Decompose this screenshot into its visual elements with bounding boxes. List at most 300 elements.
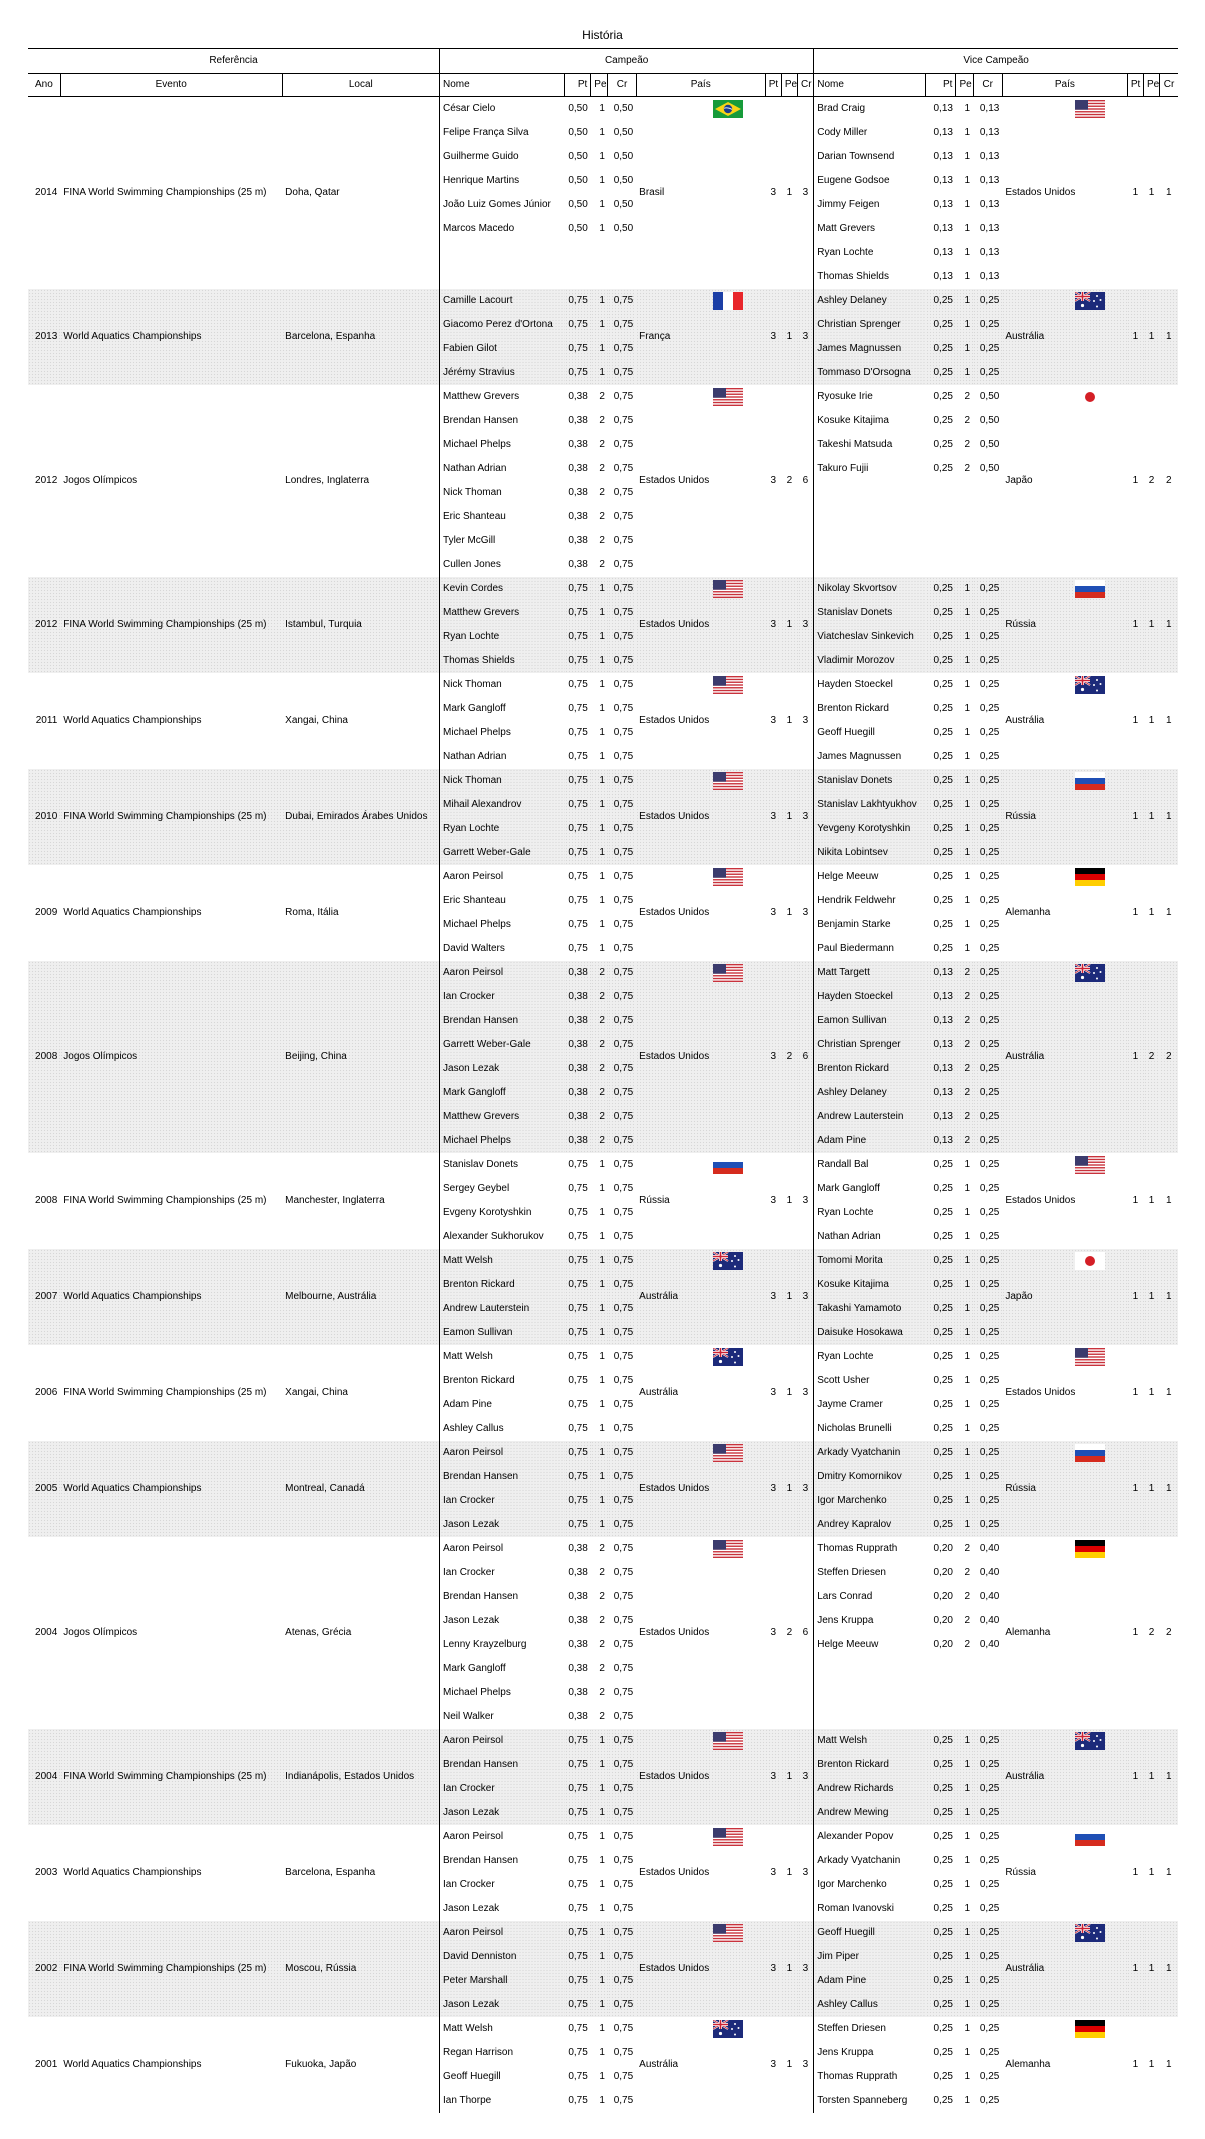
vice-member-name: Stanislav Lakhtyukhov [814,793,926,817]
vice-total-pe: 1 [1144,577,1160,673]
event-location: Atenas, Grécia [285,1627,352,1638]
vice-member-cr: 0,25 [979,2095,1000,2106]
vice-total-pe: 1 [1148,187,1155,198]
vice-member-cr: 0,25 [979,1351,1000,1362]
champion-total-pe: 1 [786,907,793,918]
champion-member-cr: 0,75 [613,1543,634,1554]
column-header-champion-total-cr: Cr [798,74,814,97]
champion-member-pe: 1 [599,703,605,714]
australia-flag-icon [713,1348,743,1366]
france-flag-icon [713,292,743,310]
champion-member-pt: 0,75 [568,1423,588,1434]
vice-member-pe: 1 [964,1231,971,1242]
vice-member-pt: 0,25 [926,577,956,601]
champion-member-pe: 1 [591,337,608,361]
champion-member-pt: 0,75 [565,577,591,601]
column-header-vice-pe: Pe [956,74,973,97]
vice-member-cr: 0,25 [973,625,1002,649]
vice-total-pe: 1 [1148,907,1155,918]
vice-member-pe: 1 [964,727,971,738]
champion-member-pt: 0,38 [568,1615,588,1626]
champion-member-cr: 0,75 [608,649,636,673]
vice-member-pt: 0,25 [933,2071,953,2082]
vice-member-pt [926,505,956,529]
vice-total-cr: 2 [1166,1627,1172,1638]
event-name: FINA World Swimming Championships (25 m) [60,1921,282,2017]
vice-member-cr: 0,25 [973,1945,1002,1969]
champion-member-name: Camille Lacourt [440,289,565,313]
event-location: Barcelona, Espanha [282,289,439,385]
champion-member-name: Regan Harrison [440,2041,565,2065]
vice-total-pe: 1 [1148,1867,1155,1878]
champion-member-cr: 0,50 [613,103,634,114]
champion-member-pt: 0,75 [565,1513,591,1537]
champion-member-cr: 0,75 [608,1489,636,1513]
vice-member-name: Cody Miller [814,121,926,145]
champion-member-cr: 0,75 [608,1777,636,1801]
vice-member-name: Jim Piper [814,1945,926,1969]
vice-member-pt: 0,25 [926,1249,956,1273]
vice-member-cr: 0,25 [973,1489,1002,1513]
champion-member-cr: 0,75 [608,793,636,817]
champion-member-pe: 1 [591,1489,608,1513]
champion-member-pe: 1 [591,313,608,337]
vice-member-cr: 0,13 [979,175,1000,186]
champion-member-pe: 1 [591,1753,608,1777]
vice-total-pe: 2 [1144,961,1160,1153]
champion-member-pt: 0,75 [565,1729,591,1753]
table-row [28,1441,1178,1465]
vice-member-pt: 0,25 [926,1777,956,1801]
champion-member-cr: 0,75 [613,871,634,882]
champion-total-cr: 3 [802,187,809,198]
champion-member-pt: 0,75 [568,1183,588,1194]
usa-flag-icon [713,868,743,886]
vice-member-name: Matt Welsh [814,1729,926,1753]
champion-member-pe: 2 [591,1081,608,1105]
champion-total-cr: 3 [802,1195,809,1206]
champion-member-pe: 1 [591,817,608,841]
champion-member-name: Aaron Peirsol [440,1729,565,1753]
champion-member-pt: 0,38 [565,961,591,985]
champion-member-name: Brendan Hansen [440,1753,565,1777]
vice-member-name: Ashley Delaney [814,289,926,313]
vice-member-cr: 0,25 [973,985,1002,1009]
champion-member-pt: 0,75 [565,1489,591,1513]
event-group [28,1441,1178,1537]
table-row [28,1153,1178,1177]
champion-member-cr: 0,75 [608,1801,636,1825]
vice-member-cr [973,529,1002,553]
vice-total-pt: 1 [1132,1867,1139,1878]
vice-country: Austrália [1002,1729,1127,1825]
champion-member-pe: 1 [591,1777,608,1801]
champion-member-pe: 2 [599,535,605,546]
vice-total-cr: 1 [1166,1195,1172,1206]
champion-member-cr: 0,75 [613,2023,634,2034]
vice-member-name [814,505,926,529]
vice-member-pt: 0,13 [933,127,953,138]
vice-member-pe: 1 [964,751,971,762]
champion-member-pt: 0,38 [568,391,588,402]
champion-total-cr: 3 [798,289,814,385]
australia-flag-icon [1075,964,1105,982]
champion-member-pe: 1 [599,1903,605,1914]
table-row [28,1729,1178,1753]
vice-member-name: Steffen Driesen [814,2017,926,2041]
champion-member-cr: 0,75 [613,1351,634,1362]
vice-member-pt: 0,25 [926,625,956,649]
usa-flag-icon [713,1924,743,1942]
champion-member-pt: 0,38 [568,1543,588,1554]
vice-total-cr: 1 [1160,1441,1178,1537]
champion-member-pe: 1 [599,1207,605,1218]
vice-member-pt: 0,13 [926,1129,956,1153]
vice-member-pt [926,553,956,577]
vice-member-cr: 0,25 [973,1033,1002,1057]
event-group [28,865,1178,961]
champion-member-pt: 0,75 [568,871,588,882]
vice-total-cr: 1 [1160,577,1178,673]
russia-flag-icon [713,1156,743,1174]
champion-member-pt: 0,50 [568,151,588,162]
vice-member-cr: 0,13 [979,127,1000,138]
vice-member-cr: 0,25 [973,1321,1002,1345]
vice-member-pt: 0,25 [933,391,953,402]
vice-member-pe: 2 [964,1591,971,1602]
vice-country: Estados Unidos [1005,187,1076,198]
usa-flag-icon [1075,1348,1105,1366]
champion-member-cr [608,241,636,265]
champion-member-name: Henrique Martins [440,169,565,193]
champion-member-cr: 0,75 [613,559,634,570]
vice-member-pe: 1 [956,1969,973,1993]
vice-member-pt: 0,25 [933,1159,953,1170]
vice-member-pe: 1 [964,1183,971,1194]
vice-total-pt: 1 [1127,577,1143,673]
vice-member-name: Steffen Driesen [814,1561,926,1585]
champion-member-name: Jason Lezak [440,1801,565,1825]
vice-member-pt: 0,25 [933,895,953,906]
vice-member-pe: 1 [964,1351,971,1362]
champion-member-name: Nathan Adrian [440,745,565,769]
table-row [28,961,1178,985]
vice-total-pe: 1 [1148,2059,1155,2070]
champion-member-pt: 0,75 [565,1753,591,1777]
vice-member-cr: 0,25 [973,1969,1002,1993]
champion-member-name: Sergey Geybel [440,1177,565,1201]
champion-member-cr: 0,75 [613,1687,634,1698]
vice-member-name: Thomas Rupprath [814,1537,926,1561]
germany-flag-icon [1075,868,1105,886]
vice-member-name: Eugene Godsoe [814,169,926,193]
vice-member-pe: 1 [964,943,971,954]
champion-member-name: Brendan Hansen [440,1585,565,1609]
champion-total-cr: 3 [802,715,809,726]
champion-member-pt: 0,50 [568,175,588,186]
champion-member-cr: 0,75 [613,1663,634,1674]
champion-member-pt: 0,75 [565,337,591,361]
vice-member-pt: 0,25 [933,1207,953,1218]
vice-country: Alemanha [1005,2059,1051,2070]
champion-total-pe: 1 [781,1441,797,1537]
champion-member-cr: 0,75 [608,1753,636,1777]
champion-total-pt: 3 [765,961,781,1153]
vice-member-name: Eamon Sullivan [814,1009,926,1033]
vice-total-cr: 1 [1160,1921,1178,2017]
event-group [28,1729,1178,1825]
vice-member-pt [926,1681,956,1705]
vice-member-pe [956,553,973,577]
champion-member-cr: 0,75 [613,943,634,954]
champion-member-pe: 1 [599,1159,605,1170]
usa-flag-icon [713,580,743,598]
champion-member-cr: 0,75 [613,1423,634,1434]
champion-member-pt: 0,75 [565,601,591,625]
vice-member-pt: 0,25 [933,703,953,714]
vice-member-pe: 1 [964,199,971,210]
australia-flag-icon [1075,1732,1105,1750]
champion-member-name: Eric Shanteau [440,889,565,913]
champion-member-pt: 0,75 [565,841,591,865]
vice-member-name: Paul Biedermann [814,937,926,961]
vice-member-cr: 0,25 [979,679,1000,690]
vice-member-pt: 0,25 [926,769,956,793]
vice-member-cr: 0,25 [973,1801,1002,1825]
vice-member-pe: 2 [964,391,971,402]
vice-member-pe: 1 [956,577,973,601]
vice-member-cr: 0,25 [979,727,1000,738]
champion-member-pt: 0,38 [568,535,588,546]
champion-member-cr: 0,75 [613,2071,634,2082]
vice-member-pt: 0,20 [933,1615,953,1626]
champion-member-pe: 2 [599,511,605,522]
champion-member-name: Ryan Lochte [440,625,565,649]
vice-member-pt [926,529,956,553]
vice-member-name: Nikita Lobintsev [814,841,926,865]
vice-member-name: Kosuke Kitajima [814,1273,926,1297]
champion-member-pe: 1 [591,625,608,649]
event-name: FINA World Swimming Championships (25 m) [63,1387,267,1398]
column-header-champion-total-pe: Pe [781,74,797,97]
vice-member-pe: 1 [956,1729,973,1753]
vice-total-cr: 1 [1160,1249,1178,1345]
column-header-champion-total-pt: Pt [765,74,781,97]
champion-total-cr: 3 [798,1921,814,2017]
vice-member-name: Takeshi Matsuda [814,433,926,457]
champion-member-name: Jason Lezak [440,1513,565,1537]
champion-member-pe: 1 [591,1969,608,1993]
champion-member-pe: 1 [591,577,608,601]
champion-member-name: Brendan Hansen [440,409,565,433]
event-name: Jogos Olímpicos [60,961,282,1153]
champion-country: Estados Unidos [639,907,710,918]
vice-member-name: Jens Kruppa [814,1609,926,1633]
vice-member-pt: 0,25 [926,1945,956,1969]
table-row [28,1537,1178,1561]
vice-total-pt: 1 [1127,961,1143,1153]
vice-member-pt: 0,25 [933,1903,953,1914]
vice-member-pe: 2 [956,1081,973,1105]
champion-member-name: Felipe França Silva [440,121,565,145]
champion-member-cr [608,265,636,289]
vice-member-pt: 0,20 [933,1543,953,1554]
vice-member-pt: 0,25 [933,2095,953,2106]
brazil-flag-icon [713,100,743,118]
vice-member-name: Hayden Stoeckel [814,673,926,697]
vice-member-pt: 0,20 [933,1567,953,1578]
vice-total-pt: 1 [1132,1627,1139,1638]
vice-member-name: Arkady Vyatchanin [814,1849,926,1873]
event-name: World Aquatics Championships [63,1867,202,1878]
vice-member-pe: 2 [956,1105,973,1129]
vice-member-cr: 0,25 [979,919,1000,930]
vice-member-name: Tomomi Morita [814,1249,926,1273]
vice-member-pe [956,1681,973,1705]
champion-member-cr: 0,75 [608,841,636,865]
vice-member-cr: 0,25 [973,1297,1002,1321]
vice-member-pe: 1 [956,1993,973,2017]
vice-member-pe [956,1705,973,1729]
champion-member-pt: 0,38 [568,463,588,474]
vice-member-name [814,1657,926,1681]
vice-member-pe: 1 [964,1375,971,1386]
champion-member-pt: 0,75 [568,1231,588,1242]
event-group [28,961,1178,1153]
champion-member-pe: 1 [591,1801,608,1825]
champion-member-cr: 0,75 [613,391,634,402]
vice-member-cr: 0,25 [973,1273,1002,1297]
champion-member-cr: 0,75 [613,2095,634,2106]
event-name: FINA World Swimming Championships (25 m) [60,577,282,673]
vice-total-pt: 1 [1132,475,1139,486]
champion-member-name: Ashley Callus [440,1417,565,1441]
champion-total-pt: 3 [765,1441,781,1537]
vice-member-name: Alexander Popov [814,1825,926,1849]
vice-member-pt: 0,25 [926,337,956,361]
champion-member-name: João Luiz Gomes Júnior [440,193,565,217]
vice-member-pe: 1 [964,895,971,906]
event-year: 2007 [28,1249,60,1345]
champion-country: Estados Unidos [639,715,710,726]
vice-member-cr: 0,40 [979,1615,1000,1626]
vice-total-cr: 1 [1166,1387,1172,1398]
column-header-champion-pais: País [636,74,765,97]
champion-member-pe: 1 [599,727,605,738]
australia-flag-icon [713,2020,743,2038]
event-name: World Aquatics Championships [63,2059,202,2070]
champion-total-pe: 1 [781,1729,797,1825]
vice-total-cr: 1 [1166,187,1172,198]
vice-member-cr: 0,25 [973,1993,1002,2017]
vice-member-name: Ryosuke Irie [814,385,926,409]
vice-member-name: Brenton Rickard [814,1753,926,1777]
champion-member-name: Aaron Peirsol [440,865,565,889]
champion-member-name: Jason Lezak [440,1993,565,2017]
usa-flag-icon [713,1732,743,1750]
vice-member-pt: 0,25 [933,1423,953,1434]
champion-total-pt: 3 [770,2059,777,2070]
vice-member-pe [956,481,973,505]
vice-member-pe: 1 [964,1159,971,1170]
column-header-vice-nome: Nome [814,74,926,97]
event-year: 2013 [28,289,60,385]
champion-member-pt: 0,75 [568,2071,588,2082]
vice-member-name: Vladimir Morozov [814,649,926,673]
vice-member-name: Ashley Delaney [814,1081,926,1105]
vice-member-name: Ryan Lochte [814,1345,926,1369]
vice-member-pt: 0,13 [926,1057,956,1081]
champion-member-name: Matthew Grevers [440,601,565,625]
champion-member-cr: 0,75 [613,463,634,474]
champion-member-pt: 0,50 [568,223,588,234]
vice-member-pe: 1 [956,625,973,649]
vice-member-cr: 0,25 [979,2071,1000,2082]
champion-member-name: Tyler McGill [440,529,565,553]
vice-member-cr: 0,25 [979,895,1000,906]
vice-member-pt: 0,13 [933,247,953,258]
champion-member-pe: 1 [599,1831,605,1842]
champion-member-pe: 1 [591,289,608,313]
champion-member-pe: 1 [599,1423,605,1434]
champion-member-pe: 2 [591,961,608,985]
vice-member-pe [956,529,973,553]
vice-member-pt: 0,25 [933,1231,953,1242]
vice-member-name [814,553,926,577]
vice-member-cr: 0,25 [973,1009,1002,1033]
column-header-vice-total-cr: Cr [1160,74,1178,97]
vice-country: Estados Unidos [1005,1195,1076,1206]
champion-member-pe: 1 [591,793,608,817]
vice-member-cr: 0,40 [979,1567,1000,1578]
vice-total-pe: 2 [1148,1627,1155,1638]
champion-member-cr: 0,75 [608,1465,636,1489]
champion-member-pt: 0,38 [568,1567,588,1578]
column-header-vice-pais: País [1002,74,1127,97]
vice-member-name: Geoff Huegill [814,721,926,745]
vice-country: Rússia [1005,1867,1036,1878]
vice-member-cr: 0,25 [973,577,1002,601]
event-year: 2004 [35,1627,58,1638]
vice-country: Austrália [1002,1921,1127,2017]
event-name: FINA World Swimming Championships (25 m) [60,1729,282,1825]
champion-member-pt: 0,75 [565,1441,591,1465]
vice-member-cr: 0,25 [973,841,1002,865]
champion-member-cr: 0,75 [608,1249,636,1273]
champion-member-name: Aaron Peirsol [440,1825,565,1849]
champion-member-name: Ian Crocker [440,985,565,1009]
vice-member-name: Stanislav Donets [814,601,926,625]
usa-flag-icon [713,772,743,790]
vice-member-pe: 2 [956,1129,973,1153]
history-table [28,48,1178,2113]
champion-member-name: Lenny Krayzelburg [440,1633,565,1657]
vice-country: Alemanha [1005,1627,1051,1638]
vice-member-pe: 2 [964,463,971,474]
champion-member-cr: 0,75 [613,1159,634,1170]
vice-member-pt: 0,25 [926,361,956,385]
champion-member-pt: 0,38 [568,415,588,426]
champion-member-pe: 2 [591,1057,608,1081]
champion-member-pt: 0,38 [565,1105,591,1129]
event-group [28,1825,1178,1921]
vice-member-name: Helge Meeuw [814,1633,926,1657]
champion-member-cr: 0,75 [613,511,634,522]
vice-member-name: Andrew Richards [814,1777,926,1801]
vice-member-pt: 0,25 [933,1399,953,1410]
vice-member-cr: 0,25 [973,1753,1002,1777]
vice-member-pe: 1 [956,1801,973,1825]
